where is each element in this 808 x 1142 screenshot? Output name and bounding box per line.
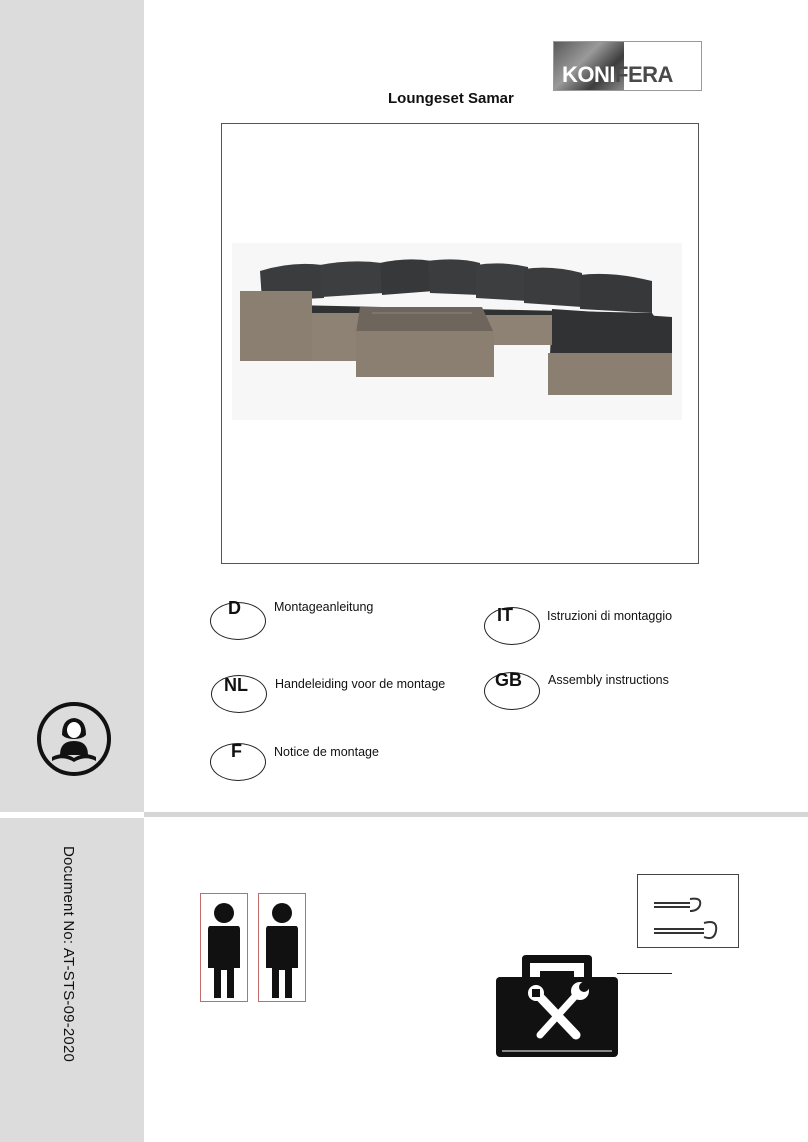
lang-code-it: IT xyxy=(497,605,513,625)
person-box-2 xyxy=(258,893,306,1002)
product-title: Loungeset Samar xyxy=(388,90,514,107)
wrenches-box xyxy=(637,874,739,948)
connector-line xyxy=(617,973,672,974)
loungeset-photo xyxy=(232,243,682,420)
sidebar-top xyxy=(0,0,144,812)
lang-code-f: F xyxy=(231,741,242,761)
lang-code-d: D xyxy=(228,598,241,618)
toolbox-icon xyxy=(496,955,618,1057)
reading-person-icon xyxy=(36,701,112,777)
lang-label-f: Notice de montage xyxy=(274,745,379,759)
person-box-1 xyxy=(200,893,248,1002)
lang-label-gb: Assembly instructions xyxy=(548,673,669,687)
logo-left: KONI xyxy=(562,62,615,87)
lang-code-gb: GB xyxy=(495,670,522,690)
lang-label-nl: Handeleiding voor de montage xyxy=(275,677,446,691)
lang-label-d: Montageanleitung xyxy=(274,600,374,614)
brand-logo xyxy=(553,41,702,91)
lang-code-nl: NL xyxy=(224,675,248,695)
document-number: Document No: AT-STS-09-2020 xyxy=(60,846,77,1063)
logo-text xyxy=(562,62,673,88)
logo-right: FERA xyxy=(615,62,673,87)
person-icon xyxy=(259,894,305,1001)
wrenches-icon xyxy=(638,875,738,947)
lang-label-it: Istruzioni di montaggio xyxy=(547,609,673,623)
section-divider xyxy=(144,812,808,817)
person-icon xyxy=(201,894,247,1001)
